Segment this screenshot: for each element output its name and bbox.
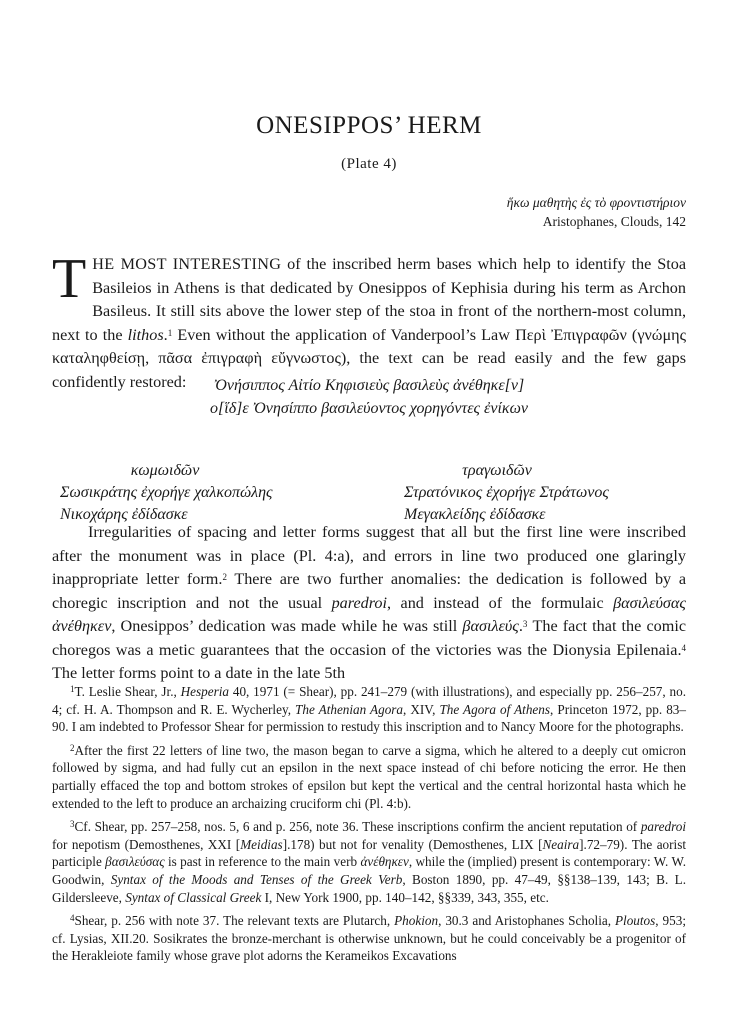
p2-text-e: The fact that the comic choregos was a metic guarantees that the occasion of the victories was the Dionysia Epilenaia.: [52, 617, 687, 659]
lithos-term: lithos: [127, 325, 164, 344]
epigraph: [507, 193, 686, 231]
lead-words: HE MOST INTERESTING: [92, 255, 282, 273]
footnote-ref-3[interactable]: 3: [522, 619, 528, 629]
tragedy-heading: τραγωιδῶν: [462, 462, 532, 479]
epigraph-source: Aristophanes, Clouds, 142: [542, 214, 686, 229]
plate-reference: (Plate 4): [341, 156, 397, 172]
p1-text-b: Even without the application of Vanderpool’s Law Περὶ Ἐπιγραφῶν (γνώμης καταληφθείσῃ, πᾶσα ἐπιγραφὴ εὔγνωστος), the text can be read easily and the few gaps confidently restored:: [52, 325, 686, 391]
inscription-line-2: ο[ἵδ]ε Ὀνησίππο βασιλεύοντος χορηγόντες ἐνίκων: [210, 400, 528, 417]
tragedy-column: [404, 460, 609, 526]
footnote-2: $^2$After the first 22 letters of line two, the mason began to carve a sigma, which he altered to a deeply cut omicron followed by sigma, and had fully cut an epsilon in the next space instead of chi before noticing the error. He then partially effaced the top and bottom strokes of epsilon but kept the vertical and the central horizontal hasta which he extended to the left to produce an archaizing cruciform chi (Pl. 4:b).: [52, 742, 686, 811]
footnote-1: $^1$T. Leslie Shear, Jr., Hesperia 40, 1971 (= Shear), pp. 241–279 (with illustrations), and especially pp. 256–257, no. 4; cf. H. A. Thompson and R. E. Wycherley, The Athenian Agora, XIV, The Agora of Athens, Princeton 1972, pp. 83–90. I am indebted to Professor Shear for permission to restudy this inscription and to Nancy Moore for the photographs.: [52, 684, 687, 735]
comedy-column: [60, 460, 273, 526]
footnote-3: $^3$Cf. Shear, pp. 257–258, nos. 5, 6 and p. 256, note 36. These inscriptions confirm the ancient reputation of paredroi for nepotism (Demosthenes, XXI [Meidias].178) but not for venality (Demosthenes, LIX [Neaira].72–79). The aorist participle βασιλεύσας is past in reference to the main verb ἀνέθηκεν, while the (implied) present is contemporary: W. W. Goodwin, Syntax of the Moods and Tenses of the Greek Verb, Boston 1890, pp. 47–49, §§138–139, 143; B. L. Gildersleeve, Syntax of Classical Greek I, New York 1900, pp. 140–142, §§339, 343, 355, etc.: [52, 819, 687, 905]
p2-text-c: , and instead of the formulaic: [387, 593, 614, 612]
paragraph-2: Irregularities of spacing and letter forms suggest that all but the first line were inscribed after the monument was in place (Pl. 4:a), and errors in line two produced one glaringly inappropriate letter form.$^2$ There are two further anomalies: the dedication is followed by a choregic inscription and not the usual paredroi, and instead of the formulaic βασιλεύσας ἀνέθηκεν, Onesippos’ dedication was made while he was still βασιλεύς.$^3$ The fact that the comic choregos was a metic guarantees that the occasion of the victories was the Dionysia Epilenaia.$^4$ The letter forms point to a date in the late 5th: [52, 523, 687, 682]
comedy-line-1: Σωσικράτης ἐχορήγε χαλκοπώλης: [60, 484, 273, 501]
footnote-ref-4[interactable]: 4: [681, 642, 686, 653]
p2-text-a: Irregularities of spacing and letter forms suggest that all but the first line were inscribed after the monument was in place (Pl. 4:a), and errors in line two produced one glaringly inappropriate letter form.: [52, 523, 686, 588]
inscription-line-1: Ὀνήσιππος Αἰτίο Κηφισιεὺς βασιλεὺς ἀνέθηκε[ν]: [213, 377, 525, 394]
p2-text-b: There are two further anomalies: the dedication is followed by a choregic inscription and not the usual: [52, 570, 686, 612]
footnote-4: $^4$Shear, p. 256 with note 37. The relevant texts are Plutarch, Phokion, 30.3 and Aristophanes Scholia, Ploutos, 953; cf. Lysias, XII.20. Sosikrates the bronze-merchant is otherwise unknown, but he could conceivably be a progenitor of the Herakleiote family whose grave plot adorns the Kerameikos Excavations: [52, 913, 686, 964]
paragraph-1: THE MOST INTERESTING of the inscribed herm bases which help to identify the Stoa Basileios in Athens is that dedicated by Onesippos of Kephisia during his term as Archon Basileus. It still sits above the lower step of the stoa in front of the northern-most column, next to the lithos.$^1$ Even without the application of Vanderpool’s Law Περὶ Ἐπιγραφῶν (γνώμης καταληφθείσῃ, πᾶσα ἐπιγραφὴ εὔγνωστος), the text can be read easily and the few gaps confidently restored:: [52, 248, 687, 391]
basileus-term: βασιλεύς: [462, 617, 519, 635]
paredroi-term: paredroi: [331, 593, 388, 612]
p2-text-d: , Onesippos’ dedication was made while he was still: [111, 617, 463, 635]
article-title: ONESIPPOS’ HERM: [256, 112, 482, 139]
footnote-ref-1[interactable]: 1: [167, 327, 173, 338]
drop-cap: T: [52, 248, 87, 310]
tragedy-line-1: Στρατόνικος ἐχορήγε Στράτωνος: [404, 484, 609, 501]
p2-text-f: The letter forms point to a date in the late 5th: [52, 664, 346, 682]
formula-term: βασιλεύσας ἀνέθηκεν: [52, 593, 686, 635]
comedy-line-2: Νικοχάρης ἐδίδασκε: [60, 506, 188, 523]
p1-text-a: of the inscribed herm bases which help to identify the Stoa Basileios in Athens is that dedicated by Onesippos of Kephisia during his term as Archon Basileus. It still sits above the lower step of the stoa in front of the northern-most column, next to the: [52, 255, 687, 344]
footnote-ref-2[interactable]: 2: [222, 572, 227, 582]
footnotes: [52, 683, 686, 971]
epigraph-greek: ἥκω μαθητὴς ἐς τὸ φροντιστήριον: [506, 195, 686, 210]
comedy-heading: κωμωιδῶν: [130, 462, 200, 479]
tragedy-line-2: Μεγακλείδης ἐδίδασκε: [404, 506, 546, 523]
